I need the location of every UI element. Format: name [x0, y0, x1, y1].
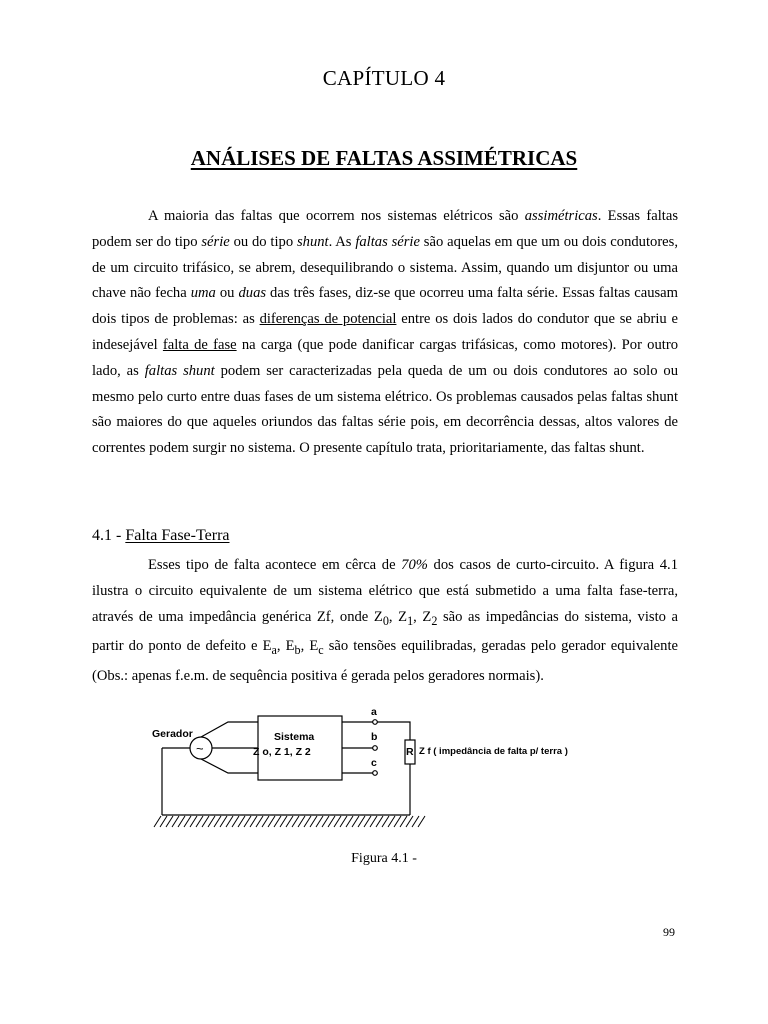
node-b-label: b — [371, 731, 378, 743]
figure-caption: Figura 4.1 - — [351, 851, 417, 866]
resistor-letter: R — [406, 746, 414, 758]
node-c-terminal — [373, 771, 378, 776]
zf-label: Z f ( impedância de falta p/ terra ) — [419, 746, 568, 757]
system-label: Sistema — [274, 731, 315, 743]
node-c-label: c — [371, 757, 377, 769]
intro-paragraph: A maioria das faltas que ocorrem nos sistemas elétricos são assimétricas. Essas faltas podem ser do tipo série ou do tipo shunt. As faltas série são aquelas em que um ou dois condutores, de um circuito trifásico, se abrem, desequilibrando o sistema. Assim, quando um disjuntor ou uma chave não fecha uma ou duas das três fases, diz-se que ocorreu uma falta série. Essas faltas causam dois tipos de problemas: as diferenças de potencial entre os dois lados do condutor que se abriu e indesejável falta de fase na carga (que pode danificar cargas trifásicas, como motores). Por outro lado, as faltas shunt podem ser caracterizadas pela queda de um ou dois condutores ao solo ou mesmo pelo curto entre duas fases de um sistema elétrico. Os problemas causados pelas faltas shunt são maiores do que aqueles oriundos das faltas série pois, em decorrência dessas, altos valores de correntes podem surgir no sistema. O presente capítulo trata, prioritariamente, das faltas shunt. — [92, 208, 679, 457]
section-title: Falta Fase-Terra — [125, 527, 230, 544]
source-symbol: ~ — [196, 741, 204, 756]
node-a-terminal — [373, 720, 378, 725]
node-a-label: a — [371, 706, 377, 718]
chapter-heading: CAPÍTULO 4 — [322, 66, 446, 90]
chapter-title-text: ANÁLISES DE FALTAS ASSIMÉTRICAS — [190, 146, 578, 170]
page-number: 99 — [663, 925, 675, 939]
impedances-label: Z o, Z 1, Z 2 — [253, 746, 311, 758]
node-b-terminal — [373, 746, 378, 751]
section-paragraph: Esses tipo de falta acontece em cêrca de 70% dos casos de curto-circuito. A figura 4.1 ilustra o circuito equivalente de um sistema elétrico que está submetido a uma falta fase-terra, através de uma impedância genérica Zf, onde $Z_0$, $Z_1$, $Z_2$ são as impedâncias do sistema, visto a partir do ponto de defeito e $E_a$, $E_b$, $E_c$ são tensões equilibradas, geradas pelo gerador equivalente (Obs.: apenas f.e.m. de sequência positiva é gerada pelos geradores normais). — [92, 557, 679, 684]
ground-hatch-icon — [154, 816, 425, 827]
gerador-label: Gerador — [152, 728, 193, 740]
section-number: 4.1 - — [92, 527, 126, 544]
